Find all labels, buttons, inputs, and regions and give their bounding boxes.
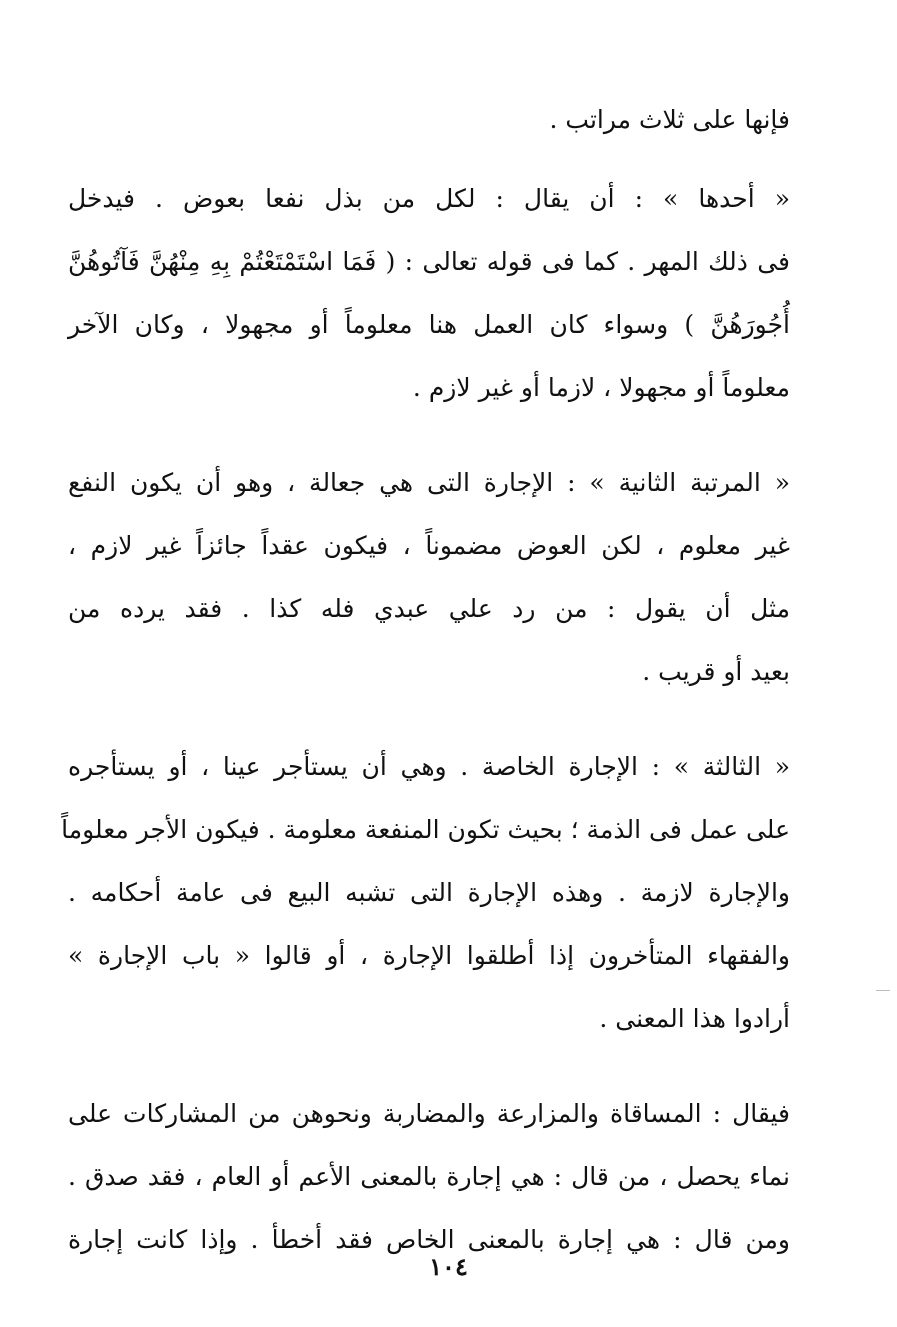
text-line: أُجُورَهُنَّ ) وسواء كان العمل هنا معلوماً أو مجهولا ، وكان الآخر — [68, 310, 790, 339]
text-line: والفقهاء المتأخرون إذا أطلقوا الإجارة ، أو قالوا « باب الإجارة » — [68, 941, 790, 970]
paragraph-1 — [68, 88, 790, 151]
text-line-with-quran-quote: فى ذلك المهر . كما فى قوله تعالى : ( فَمَا اسْتَمْتَعْتُمْ بِهِ مِنْهُنَّ فَآتُوهُنَّ — [68, 247, 790, 276]
text-line: غير معلوم ، لكن العوض مضموناً ، فيكون عقداً جائزاً غير لازم ، — [68, 531, 790, 560]
text-line: فإنها على ثلاث مراتب . — [549, 105, 790, 134]
paragraph-gap — [68, 703, 790, 735]
text-line: ومن قال : هي إجارة بالمعنى الخاص فقد أخطأ . وإذا كانت إجارة — [68, 1225, 790, 1254]
text-line: فيقال : المساقاة والمزارعة والمضاربة ونحوهن من المشاركات على — [68, 1099, 790, 1128]
text-line: « الثالثة » : الإجارة الخاصة . وهي أن يستأجر عينا ، أو يستأجره — [68, 752, 790, 781]
text-line: والإجارة لازمة . وهذه الإجارة التى تشبه البيع فى عامة أحكامه . — [68, 878, 790, 907]
paragraph-gap — [68, 151, 790, 167]
paragraph-3 — [68, 451, 790, 703]
paragraph-5 — [68, 1082, 790, 1271]
text-line: معلوماً أو مجهولا ، لازما أو غير لازم . — [412, 373, 790, 402]
paragraph-2 — [68, 167, 790, 419]
paragraph-gap — [68, 419, 790, 451]
text-line: « المرتبة الثانية » : الإجارة التى هي جعالة ، وهو أن يكون النفع — [68, 468, 790, 497]
paragraph-4 — [61, 735, 790, 1050]
text-line: على عمل فى الذمة ؛ بحيث تكون المنفعة معلومة . فيكون الأجر معلوماً — [61, 815, 790, 844]
page-number: ١٠٤ — [429, 1252, 468, 1281]
text-line: « أحدها » : أن يقال : لكل من بذل نفعا بعوض . فيدخل — [68, 184, 790, 213]
text-line: مثل أن يقول : من رد علي عبدي فله كذا . فقد يرده من — [68, 594, 790, 623]
text-line: أرادوا هذا المعنى . — [599, 1004, 790, 1033]
page-body — [61, 88, 790, 1271]
text-line: بعيد أو قريب . — [642, 657, 790, 686]
paragraph-gap — [68, 1050, 790, 1082]
margin-mark — [876, 990, 890, 991]
text-line: نماء يحصل ، من قال : هي إجارة بالمعنى الأعم أو العام ، فقد صدق . — [68, 1162, 790, 1191]
